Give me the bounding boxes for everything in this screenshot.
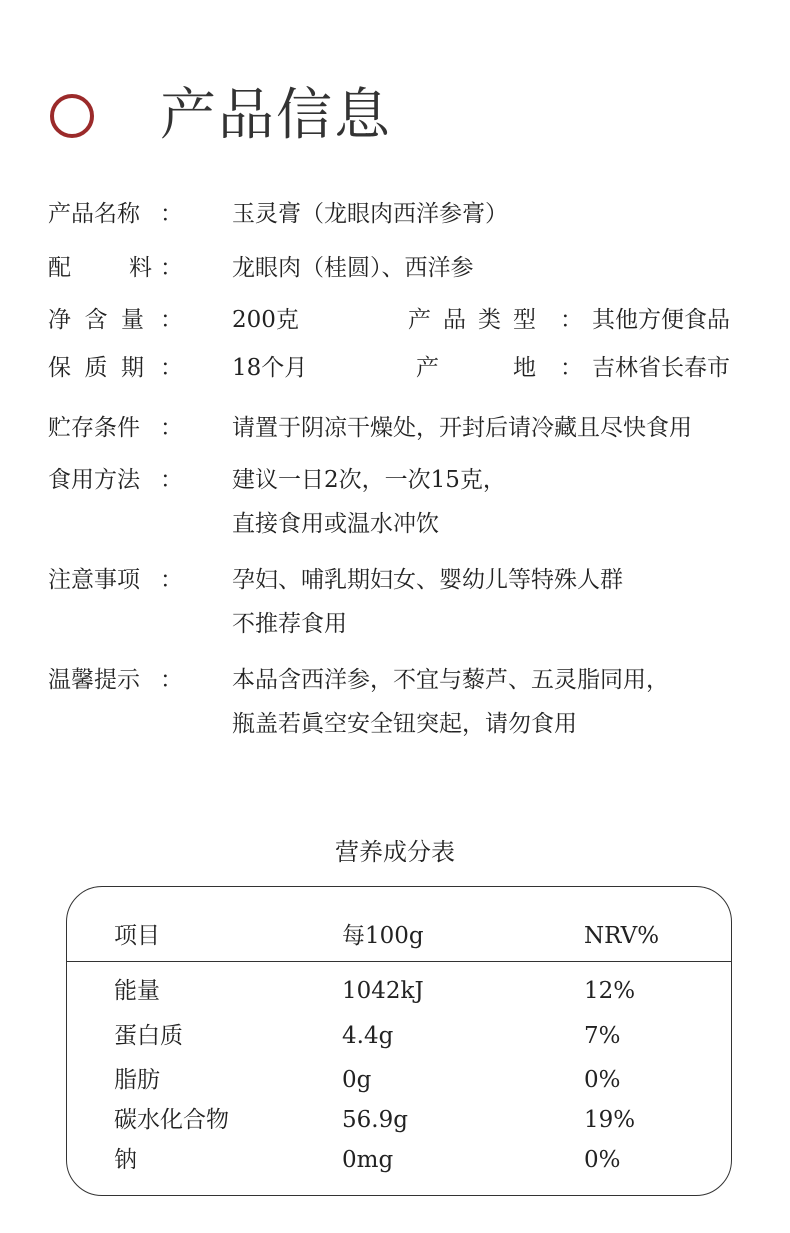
- net-weight-label-char: 量: [121, 307, 144, 333]
- row-fat-nrv: 0%: [584, 1067, 621, 1093]
- header-item: 项目: [114, 923, 160, 949]
- row-energy-value: 1042kJ: [342, 978, 424, 1004]
- net-weight-value: 200克: [232, 307, 299, 333]
- category-label-char: 型: [513, 307, 536, 333]
- row-energy-name: 能量: [114, 978, 160, 1004]
- origin-label: [408, 352, 536, 384]
- category-colon: ：: [560, 307, 583, 333]
- tips-line-2: 瓶盖若眞空安全钮突起，请勿食用: [232, 711, 577, 737]
- row-carbs-nrv: 19%: [584, 1107, 636, 1133]
- name-value: 玉灵膏（龙眼肉西洋参膏）: [232, 201, 508, 227]
- usage-line-2: 直接食用或温水冲饮: [232, 511, 439, 537]
- row-carbs-value: 56.9g: [342, 1107, 408, 1133]
- category-label-char: 产: [408, 307, 431, 333]
- shelf-life-value: 18个月: [232, 355, 308, 381]
- tips-colon: ：: [160, 667, 183, 693]
- tips-label: 温馨提示: [48, 667, 140, 693]
- net-weight-label: [48, 304, 144, 336]
- row-protein-name: 蛋白质: [114, 1023, 183, 1049]
- category-label-char: 类: [478, 307, 501, 333]
- usage-colon: ：: [160, 467, 183, 493]
- ingredients-label-char: 配: [48, 255, 71, 281]
- row-sodium-value: 0mg: [342, 1147, 394, 1173]
- row-protein-value: 4.4g: [342, 1023, 394, 1049]
- header-per100g: 每100g: [342, 923, 424, 949]
- nutrition-divider: [66, 961, 732, 962]
- caution-line-2: 不推荐食用: [232, 611, 347, 637]
- usage-label: 食用方法: [48, 467, 140, 493]
- net-weight-label-char: 含: [84, 307, 108, 333]
- shelf-life-label-char: 期: [121, 355, 144, 381]
- origin-label-char: 产: [416, 355, 439, 381]
- usage-line-1: 建议一日2次，一次15克，: [232, 467, 506, 493]
- category-label: [408, 304, 536, 336]
- row-sodium-name: 钠: [114, 1147, 137, 1173]
- row-sodium-nrv: 0%: [584, 1147, 621, 1173]
- ingredients-label: [48, 252, 152, 284]
- row-protein-nrv: 7%: [584, 1023, 621, 1049]
- shelf-life-colon: ：: [160, 355, 183, 381]
- row-fat-value: 0g: [342, 1067, 372, 1093]
- shelf-life-label-char: 质: [84, 355, 108, 381]
- net-weight-colon: ：: [160, 307, 183, 333]
- category-label-char: 品: [443, 307, 466, 333]
- ingredients-label-char: 料: [129, 255, 152, 281]
- storage-value: 请置于阴凉干燥处，开封后请冷藏且尽快食用: [232, 415, 692, 441]
- storage-label: 贮存条件: [48, 415, 140, 441]
- name-label: 产品名称: [48, 201, 140, 227]
- caution-label: 注意事项: [48, 567, 140, 593]
- nutrition-title: 营养成分表: [335, 838, 455, 866]
- origin-value: 吉林省长春市: [592, 355, 730, 381]
- name-colon: ：: [160, 201, 183, 227]
- shelf-life-label-char: 保: [48, 355, 71, 381]
- row-carbs-name: 碳水化合物: [114, 1107, 229, 1133]
- shelf-life-label: [48, 352, 144, 384]
- row-fat-name: 脂肪: [114, 1067, 160, 1093]
- caution-line-1: 孕妇、哺乳期妇女、婴幼儿等特殊人群: [232, 567, 623, 593]
- header-nrv: NRV%: [584, 923, 660, 949]
- caution-colon: ：: [160, 567, 183, 593]
- origin-label-char: 地: [513, 355, 536, 381]
- origin-colon: ：: [560, 355, 583, 381]
- row-energy-nrv: 12%: [584, 978, 636, 1004]
- category-value: 其他方便食品: [592, 307, 730, 333]
- net-weight-label-char: 净: [48, 307, 71, 333]
- tips-line-1: 本品含西洋参，不宜与藜芦、五灵脂同用，: [232, 667, 669, 693]
- page-title: 产品信息: [160, 83, 392, 148]
- ingredients-value: 龙眼肉（桂圆）、西洋参: [232, 255, 474, 281]
- ingredients-colon: ：: [160, 255, 183, 281]
- storage-colon: ：: [160, 415, 183, 441]
